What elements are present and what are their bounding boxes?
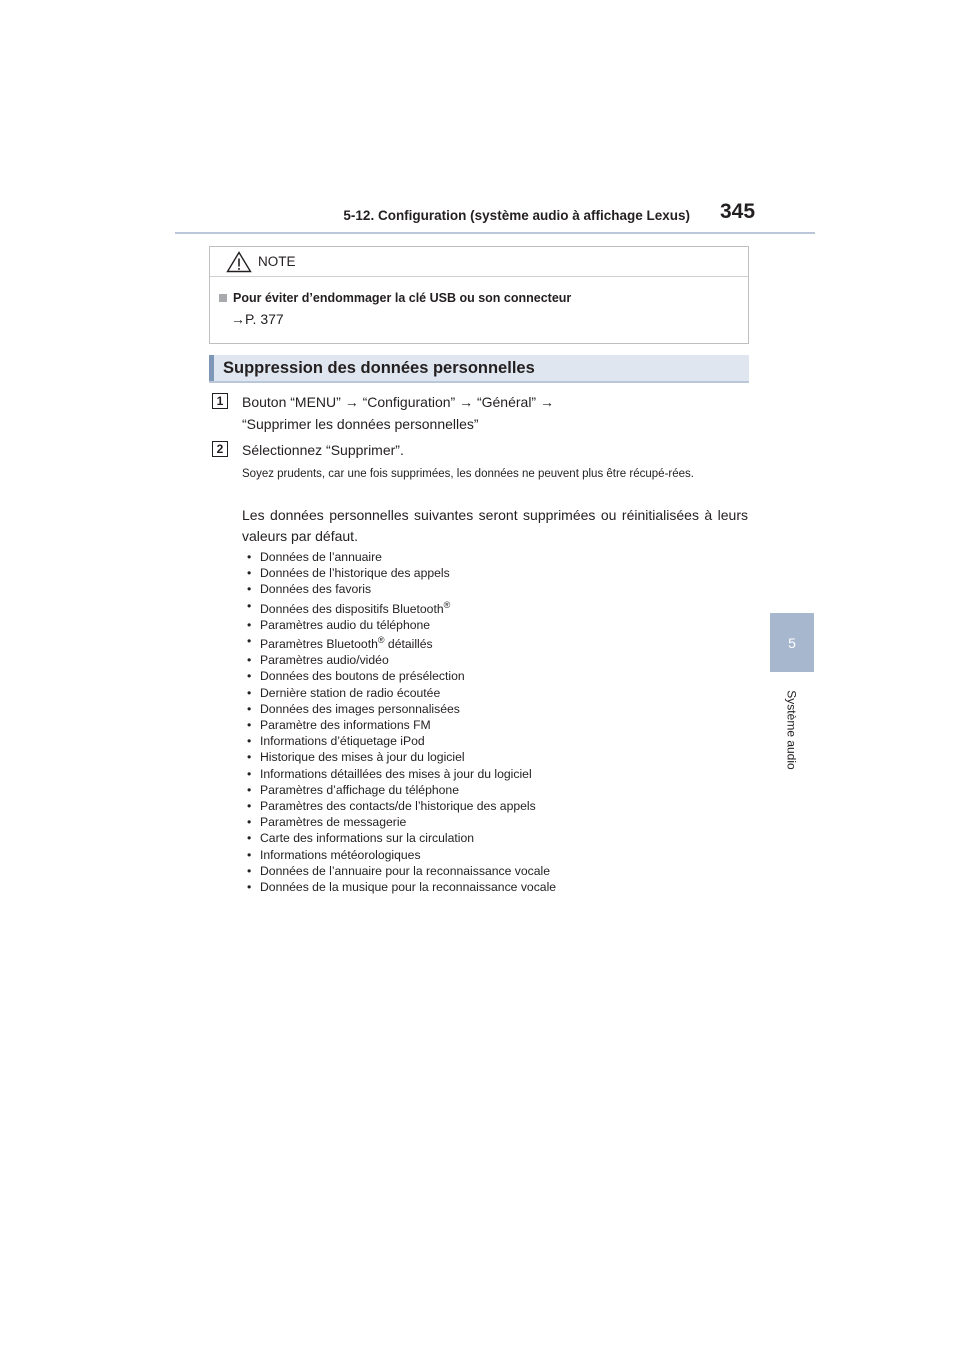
- list-item: • Paramètres Bluetooth® détaillés: [247, 633, 556, 652]
- list-item: • Carte des informations sur la circulation: [247, 830, 556, 846]
- list-item: • Informations d’étiquetage iPod: [247, 733, 556, 749]
- page-header-title: 5-12. Configuration (système audio à affichage Lexus): [343, 208, 690, 223]
- chapter-label: Système audio: [785, 689, 800, 770]
- step-1-line-1: Bouton “MENU” → “Configuration” → “Général” →: [242, 394, 554, 410]
- list-item: • Données de l’historique des appels: [247, 565, 556, 581]
- step-2-badge: 2: [212, 441, 228, 457]
- list-item: • Données des images personnalisées: [247, 701, 556, 717]
- list-item: • Données de l’annuaire pour la reconnaissance vocale: [247, 863, 556, 879]
- registered-mark: ®: [443, 599, 451, 610]
- note-item-title: Pour éviter d’endommager la clé USB ou son connecteur: [233, 291, 572, 305]
- chapter-number: 5: [788, 634, 796, 651]
- list-item: • Données des dispositifs Bluetooth®: [247, 598, 556, 617]
- list-item: • Paramètres audio/vidéo: [247, 652, 556, 668]
- list-item: • Paramètres d’affichage du téléphone: [247, 782, 556, 798]
- intro-paragraph: Les données personnelles suivantes seront supprimées ou réinitialisées à leurs valeurs par défaut.: [242, 507, 748, 544]
- section-title: Suppression des données personnelles: [223, 359, 535, 377]
- warning-triangle-icon: [226, 251, 252, 273]
- list-item: • Dernière station de radio écoutée: [247, 685, 556, 701]
- square-bullet-icon: [219, 294, 227, 302]
- page-number: 345: [720, 200, 756, 223]
- list-item: • Paramètres audio du téléphone: [247, 617, 556, 633]
- caution-text: Soyez prudents, car une fois supprimées, les données ne peuvent plus être récupé-rées.: [242, 468, 694, 480]
- list-item: • Historique des mises à jour du logiciel: [247, 749, 556, 765]
- section-accent: [209, 355, 214, 381]
- list-item: • Données des favoris: [247, 581, 556, 597]
- list-item: • Informations détaillées des mises à jour du logiciel: [247, 766, 556, 782]
- list-item: • Informations météorologiques: [247, 847, 556, 863]
- list-item: • Paramètre des informations FM: [247, 717, 556, 733]
- section-header: [209, 355, 749, 383]
- list-item: • Paramètres des contacts/de l’historique des appels: [247, 798, 556, 814]
- note-box: [209, 246, 749, 344]
- step-1-badge: 1: [212, 393, 228, 409]
- list-item: • Données de la musique pour la reconnaissance vocale: [247, 879, 556, 895]
- note-page-reference[interactable]: →P. 377: [231, 311, 284, 327]
- registered-mark: ®: [377, 634, 385, 645]
- header-rule: [175, 232, 815, 234]
- chapter-tab: [770, 613, 814, 672]
- note-heading: NOTE: [258, 254, 296, 269]
- note-item: [219, 291, 571, 305]
- data-list: [247, 549, 556, 895]
- step-1-line-2: “Supprimer les données personnelles”: [242, 416, 479, 432]
- step-2-text: [242, 439, 752, 461]
- list-item: • Données de l’annuaire: [247, 549, 556, 565]
- step-1-text: [242, 391, 752, 435]
- note-header: [210, 247, 748, 277]
- list-item: • Paramètres de messagerie: [247, 814, 556, 830]
- list-item: • Données des boutons de présélection: [247, 668, 556, 684]
- step-2-line-1: Sélectionnez “Supprimer”.: [242, 442, 404, 458]
